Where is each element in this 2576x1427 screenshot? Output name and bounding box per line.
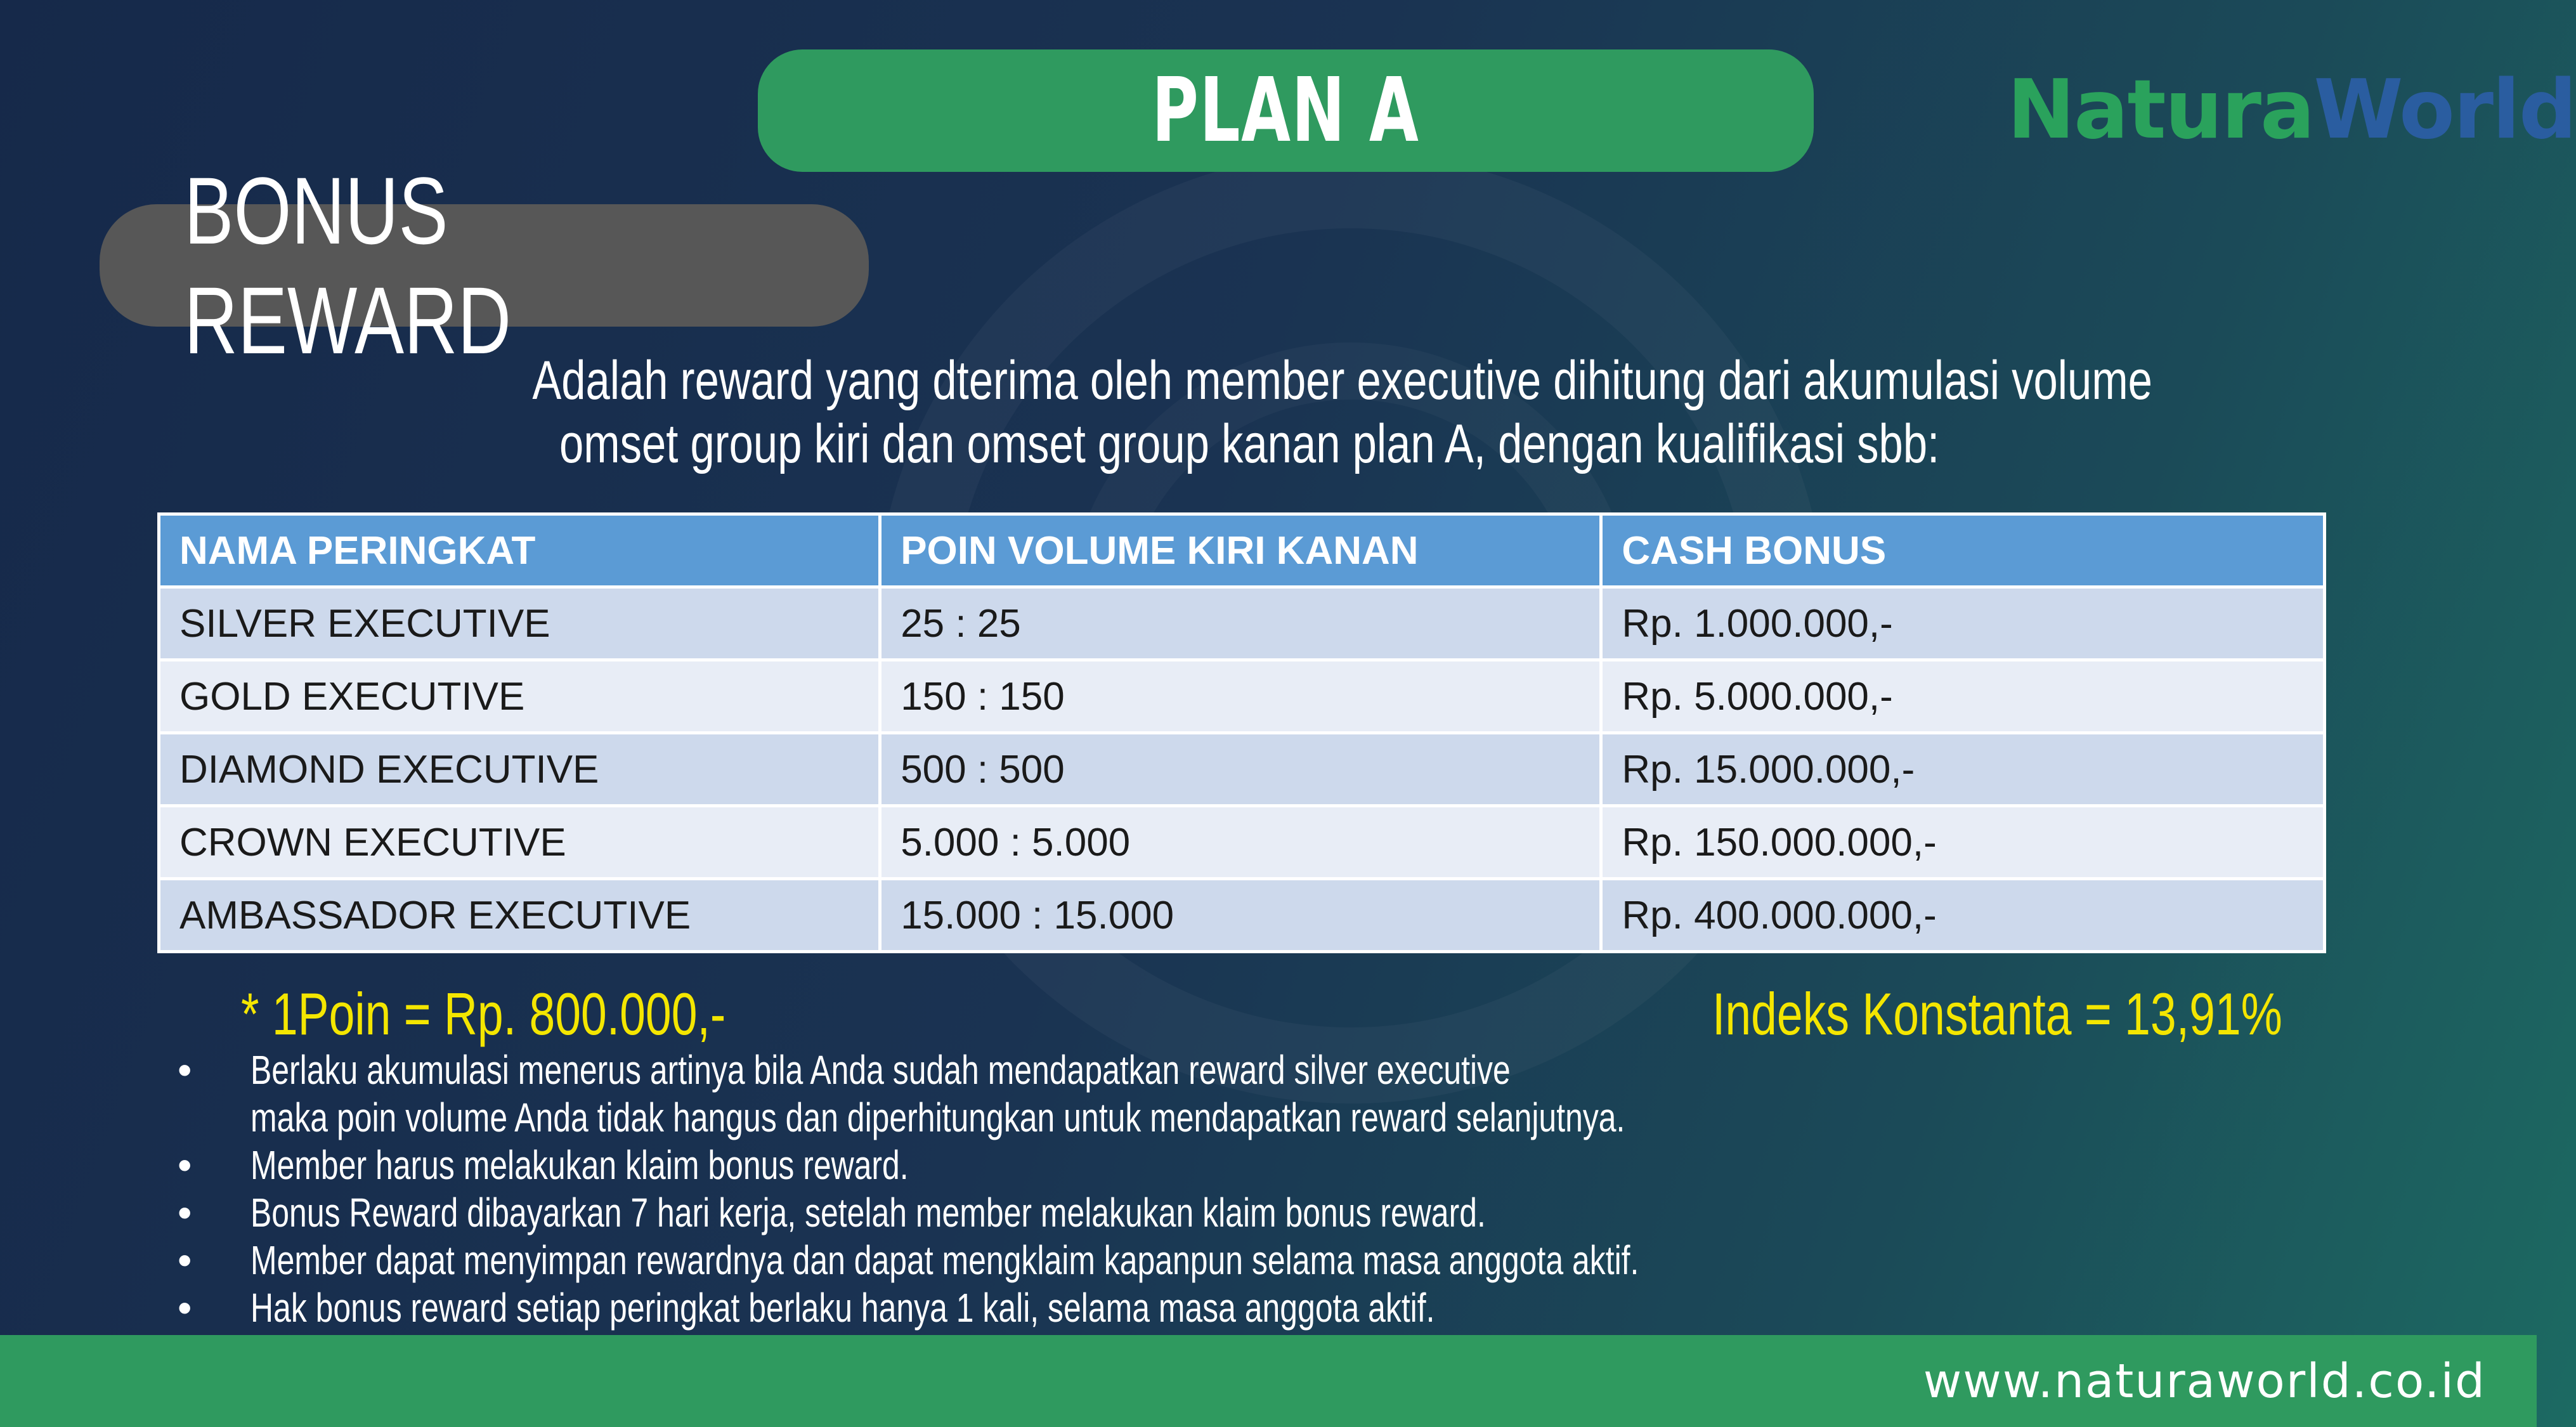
bullet-icon: •: [178, 1237, 192, 1283]
rules-list: [165, 1046, 2031, 1332]
list-item: • Bonus Reward dibayarkan 7 hari kerja, setelah member melakukan klaim bonus reward.: [178, 1190, 1486, 1235]
list-item: • Member dapat menyimpan rewardnya dan dapat mengklaim kapanpun selama masa anggota aktif.: [178, 1237, 1639, 1283]
footer-bar: [0, 1335, 2537, 1427]
rank-cell: GOLD EXECUTIVE: [159, 660, 880, 733]
bullet-icon: •: [178, 1142, 192, 1188]
rank-cell: SILVER EXECUTIVE: [159, 587, 880, 660]
rank-cell: CROWN EXECUTIVE: [159, 806, 880, 879]
table-row: [159, 879, 2325, 952]
bonus-cell: Rp. 1.000.000,-: [1601, 587, 2325, 660]
plan-title: PLAN A: [1152, 59, 1420, 162]
bullet-icon: •: [178, 1285, 192, 1331]
intro-text: [330, 349, 2169, 476]
index-constant-note: Indeks Konstanta = 13,91%: [1712, 981, 2282, 1047]
list-item: • Member harus melakukan klaim bonus reward.: [178, 1142, 909, 1188]
list-item: • Berlaku akumulasi menerus artinya bila Anda sudah mendapatkan reward silver executive: [178, 1047, 1511, 1093]
column-header-rank: NAMA PERINGKAT: [159, 514, 880, 587]
column-header-cash-bonus: CASH BONUS: [1601, 514, 2325, 587]
table-row: [159, 806, 2325, 879]
intro-line-1: Adalah reward yang dterima oleh member executive dihitung dari akumulasi volume: [532, 350, 2152, 411]
reward-table: [157, 512, 2326, 953]
list-item: • Hak bonus reward setiap peringkat berlaku hanya 1 kali, selama masa anggota aktif.: [178, 1285, 1435, 1331]
table-row: [159, 660, 2325, 733]
column-header-volume: POIN VOLUME KIRI KANAN: [880, 514, 1601, 587]
table-row: [159, 587, 2325, 660]
bonus-cell: Rp. 400.000.000,-: [1601, 879, 2325, 952]
bonus-cell: Rp. 5.000.000,-: [1601, 660, 2325, 733]
intro-line-2: omset group kiri dan omset group kanan plan A, dengan kualifikasi sbb:: [559, 414, 1940, 474]
volume-cell: 15.000 : 15.000: [880, 879, 1601, 952]
table-row: [159, 733, 2325, 806]
bonus-cell: Rp. 150.000.000,-: [1601, 806, 2325, 879]
section-title-banner: [100, 157, 869, 374]
rank-cell: AMBASSADOR EXECUTIVE: [159, 879, 880, 952]
volume-cell: 150 : 150: [880, 660, 1601, 733]
website-url: www.naturaworld.co.id: [1923, 1354, 2486, 1409]
naturaworld-logo: Natura World: [2007, 62, 2576, 157]
plan-title-banner: [758, 49, 1814, 172]
section-title: BONUS REWARD: [184, 157, 512, 374]
bullet-icon: •: [178, 1190, 192, 1235]
list-item-continuation: maka poin volume Anda tidak hangus dan diperhitungkan untuk mendapatkan reward selanjutnya.: [250, 1095, 1625, 1140]
volume-cell: 25 : 25: [880, 587, 1601, 660]
rank-cell: DIAMOND EXECUTIVE: [159, 733, 880, 806]
volume-cell: 500 : 500: [880, 733, 1601, 806]
poin-value-note: * 1Poin = Rp. 800.000,-: [241, 981, 726, 1047]
bullet-icon: •: [178, 1047, 192, 1093]
bonus-cell: Rp. 15.000.000,-: [1601, 733, 2325, 806]
table-header-row: [159, 514, 2325, 587]
volume-cell: 5.000 : 5.000: [880, 806, 1601, 879]
